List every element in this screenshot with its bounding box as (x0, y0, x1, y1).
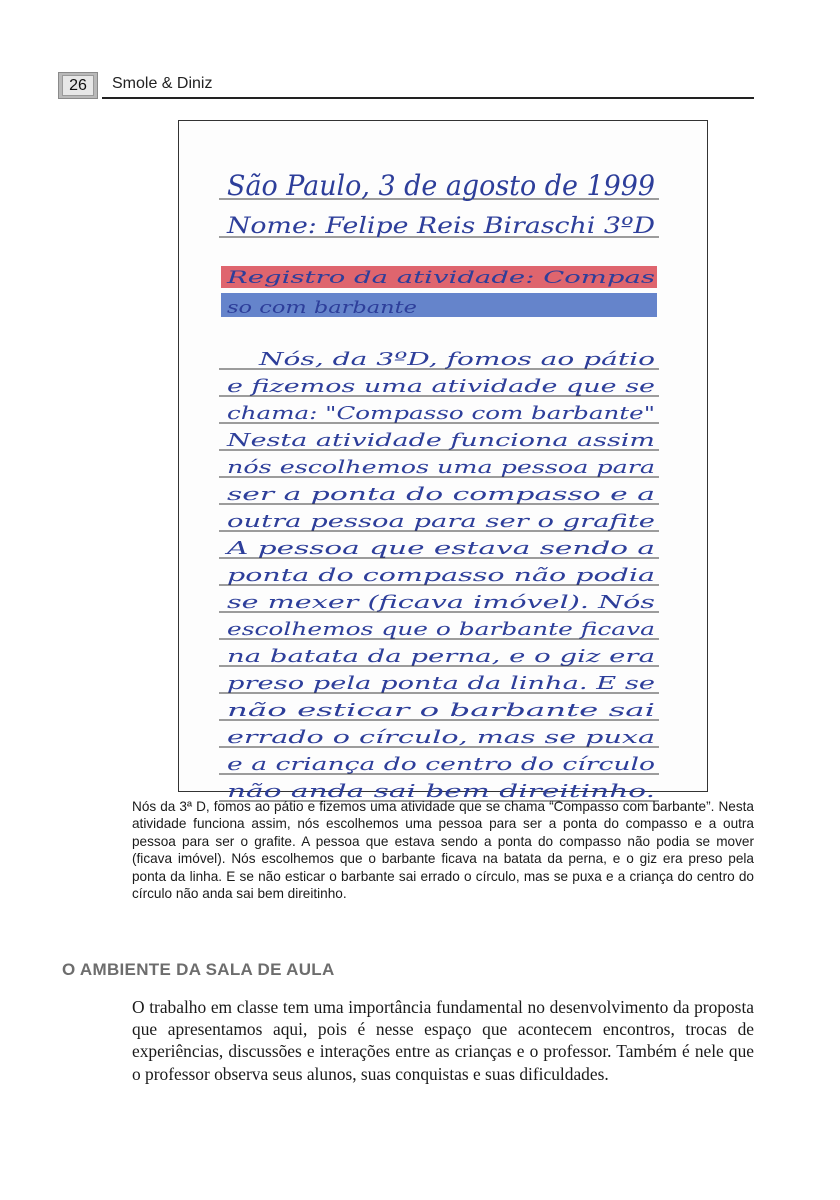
handwritten-line: so com barbante (227, 298, 417, 318)
handwritten-line: e fizemos uma atividade que se (227, 376, 655, 397)
figure-caption: Nós da 3ª D, fomos ao pátio e fizemos uma atividade que se chama “Compasso com barbante”. Nesta atividade funciona assim, nós escolhemos uma pessoa para ser a ponta do compasso e a outra pessoa para ser o grafite. A pessoa que estava sendo a ponta do compasso não podia se mover (ficava imóvel). Nós escolhemos que o barbante ficava na batata da perna, e o giz era preso pela ponta da linha. E se não esticar o barbante sai errado o círculo, mas se puxa e a criança do centro do círculo não anda sai bem direitinho. (132, 799, 754, 902)
handwritten-line: Registro da atividade: Compas (225, 268, 656, 288)
running-head: Smole & Diniz (112, 75, 213, 92)
handwritten-line: outra pessoa para ser o grafite (227, 511, 655, 532)
handwritten-line: não anda sai bem direitinho. (227, 781, 655, 802)
notebook-page-drawing (179, 121, 707, 802)
handwritten-line: não esticar o barbante sai (227, 700, 655, 721)
handwritten-line: ponta do compasso não podia (227, 565, 655, 586)
handwritten-line: e a criança do centro do círculo (227, 754, 656, 775)
handwritten-line: Nome: Felipe Reis Biraschi 3ºD (225, 214, 656, 239)
handwritten-line: errado o círculo, mas se puxa (227, 727, 655, 748)
handwritten-line: ser a ponta do compasso e a (227, 484, 655, 505)
header-rule (102, 97, 754, 99)
page-header (58, 72, 754, 100)
handwritten-line: Nesta atividade funciona assim (225, 430, 655, 451)
page-number: 26 (62, 75, 94, 96)
handwritten-line: chama: "Compasso com barbante" (227, 403, 655, 424)
handwritten-line: A pessoa que estava sendo a (223, 538, 655, 559)
handwritten-line: preso pela ponta da linha. E se (227, 673, 655, 694)
handwritten-line: Nós, da 3ºD, fomos ao pátio (257, 349, 656, 370)
handwritten-line: São Paulo, 3 de agosto de 1999 (227, 169, 655, 202)
section-heading: O AMBIENTE DA SALA DE AULA (62, 960, 335, 979)
handwritten-notebook-scan (178, 120, 708, 802)
handwritten-line: escolhemos que o barbante ficava (227, 619, 655, 640)
body-paragraph: O trabalho em classe tem uma importância fundamental no desenvolvimento da proposta que apresentamos aqui, pois é nesse espaço que acontecem encontros, trocas de experiências, discussões e interações entre as crianças e o professor. Também é nele que o professor observa seus alunos, suas conquistas e suas dificuldades. (132, 997, 754, 1084)
handwritten-line: nós escolhemos uma pessoa para (227, 457, 655, 478)
handwritten-line: se mexer (ficava imóvel). Nós (227, 592, 655, 613)
handwritten-line: na batata da perna, e o giz era (227, 646, 655, 667)
page-number-box (58, 72, 98, 99)
